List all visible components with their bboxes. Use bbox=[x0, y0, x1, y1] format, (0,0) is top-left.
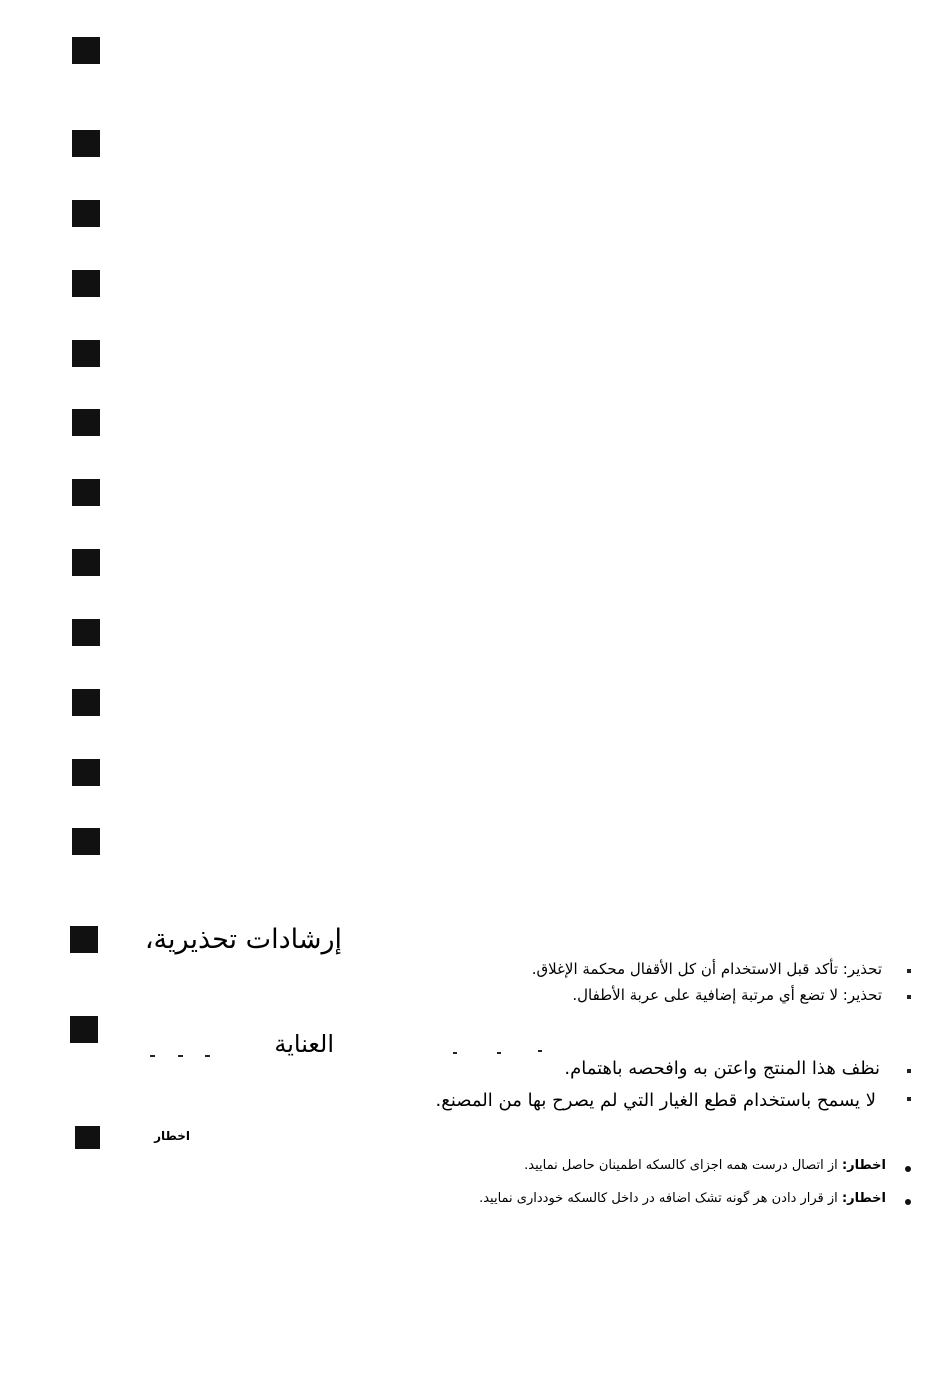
persian-item bbox=[524, 1158, 886, 1173]
bullet bbox=[907, 969, 911, 973]
bullet bbox=[907, 995, 911, 999]
margin-marker bbox=[72, 759, 100, 786]
persian-heading: اخطار bbox=[154, 1129, 190, 1143]
warnings-heading: إرشادات تحذيرية، bbox=[144, 924, 342, 955]
margin-marker bbox=[72, 130, 100, 157]
bullet bbox=[907, 1069, 911, 1073]
bullet bbox=[905, 1166, 911, 1172]
margin-marker bbox=[70, 926, 98, 953]
margin-marker bbox=[72, 479, 100, 506]
margin-marker bbox=[72, 689, 100, 716]
margin-marker bbox=[72, 270, 100, 297]
margin-marker bbox=[72, 619, 100, 646]
margin-marker bbox=[72, 549, 100, 576]
divider-fragment bbox=[538, 1050, 542, 1052]
margin-marker bbox=[72, 340, 100, 367]
bullet bbox=[905, 1199, 911, 1205]
margin-marker bbox=[72, 828, 100, 855]
care-item: لا يسمح باستخدام قطع الغيار التي لم يصرح بها من المصنع. bbox=[435, 1090, 876, 1111]
care-heading: العناية bbox=[274, 1030, 334, 1058]
margin-marker bbox=[70, 1016, 98, 1043]
persian-item-label: اخطار: bbox=[841, 1191, 886, 1206]
margin-marker bbox=[72, 37, 100, 64]
persian-item-text: از اتصال درست همه اجزای کالسکه اطمینان حاصل نمایید. bbox=[524, 1158, 842, 1173]
margin-marker bbox=[72, 409, 100, 436]
warning-item: تحذير: تأكد قبل الاستخدام أن كل الأقفال محكمة الإغلاق. bbox=[531, 960, 882, 978]
divider-fragment bbox=[150, 1055, 155, 1057]
divider-fragment bbox=[497, 1052, 501, 1054]
margin-marker bbox=[75, 1126, 100, 1149]
warning-item: تحذير: لا تضع أي مرتبة إضافية على عربة الأطفال. bbox=[572, 986, 882, 1004]
persian-item bbox=[479, 1191, 886, 1206]
bullet bbox=[907, 1097, 911, 1101]
divider-fragment bbox=[178, 1055, 183, 1057]
margin-marker bbox=[72, 200, 100, 227]
persian-item-label: اخطار: bbox=[841, 1158, 886, 1173]
persian-item-text: از قرار دادن هر گونه تشک اضافه در داخل کالسکه خودداری نمایید. bbox=[479, 1191, 842, 1206]
divider-fragment bbox=[205, 1055, 210, 1057]
divider-fragment bbox=[453, 1052, 457, 1054]
care-item: نظف هذا المنتج واعتن به وافحصه باهتمام. bbox=[564, 1058, 880, 1079]
